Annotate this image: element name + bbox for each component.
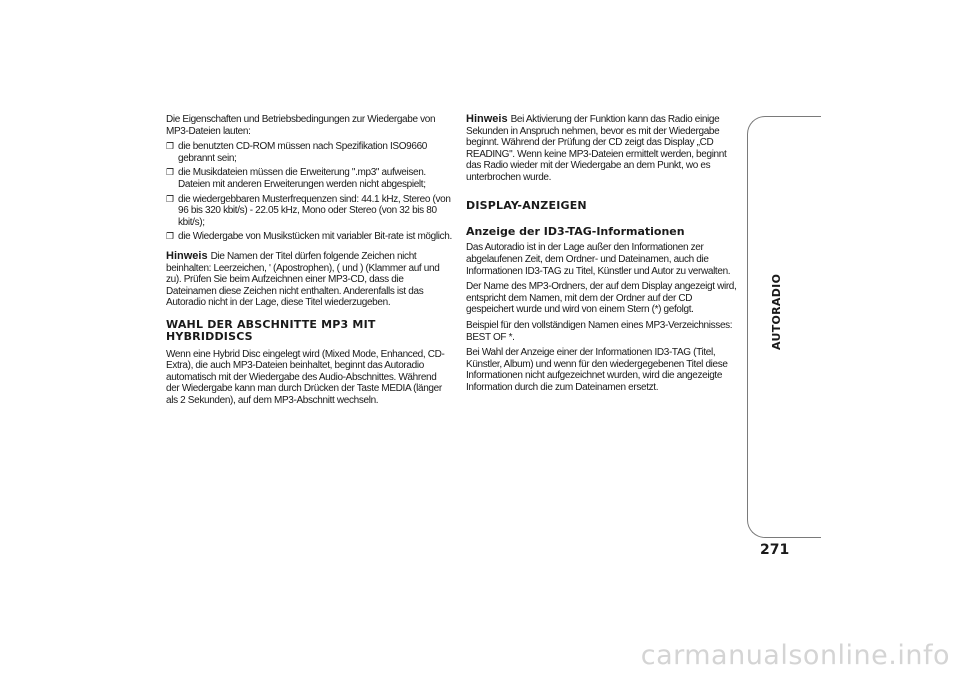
checkbox-bullet-icon: ❐ [166,141,174,152]
intro-paragraph: Die Eigenschaften und Betriebsbedingungen zur Wiedergabe von MP3-Dateien lauten: [166,114,436,137]
list-item: ❐ die benutzten CD-ROM müssen nach Spezifikation ISO9660 gebrannt sein; [166,141,428,164]
body-paragraph: Wenn eine Hybrid Disc eingelegt wird (Mixed Mode, Enhanced, CD-Extra), die auch MP3-Dateien beinhaltet, beginnt das Autoradio automatisch mit der Wiedergabe des Audio-Abschnittes. Während der Wiedergabe kann man durch Drücken der Taste MEDIA (länger als 2 Sekunden), auf dem MP3-Abschnitt wechseln. [166,348,445,406]
note-label: Hinweis [466,113,508,125]
left-column [166,114,452,410]
body-paragraph: Das Autoradio ist in der Lage außer den Informationen zer abgelaufenen Zeit, dem Ordner- und Dateinamen, auch die Informationen ID3-TAG zu Titel, Künstler und Autor zu verwalten. [466,242,731,277]
section-heading: WAHL DER ABSCHNITTE MP3 MIT HYBRIDDISCS [166,317,376,343]
list-item: ❐ die Musikdateien müssen die Erweiterung ".mp3" aufweisen. Dateien mit anderen Erweiterungen werden nicht abgespielt; [166,167,426,190]
note-paragraph [166,251,452,309]
checkbox-bullet-icon: ❐ [166,167,174,178]
page-number: 271 [760,542,790,558]
section-label: AUTORADIO [770,273,783,350]
checkbox-bullet-icon: ❐ [166,193,174,204]
note-label: Hinweis [166,249,208,262]
note-paragraph [466,114,740,184]
note-text: Bei Aktivierung der Funktion kann das Radio einige Sekunden in Anspruch nehmen, bevor es mit der Wiedergabe beginnt. Während der Prüfung der CD zeigt das Display „CD READING". Wenn keine MP3-Dateien ermittelt werden, beginnt das Radio wieder mit der Wiedergabe an dem Punkt, wo es unterbrochen wurde. [466,114,727,183]
body-paragraph: Beispiel für den vollständigen Namen eines MP3-Verzeichnisses: BEST OF *. [466,319,733,343]
checkbox-bullet-icon: ❐ [166,231,174,242]
body-paragraph: Bei Wahl der Anzeige einer der Informationen ID3-TAG (Titel, Künstler, Album) und wenn für den wiedergegebenen Titel diese Informationen nicht aufgezeichnet wurden, wird die angezeigte Information durch die zum Dateinamen ersetzt. [466,347,728,393]
section-heading: DISPLAY-ANZEIGEN [466,198,587,212]
watermark: carmanualsonline.info [640,640,950,671]
list-item: ❐ die wiedergebbaren Musterfrequenzen sind: 44.1 kHz, Stereo (von 96 bis 320 kbit/s) - 22.05 kHz, Mono oder Stereo (von 32 bis 80 kbit/s); [166,193,451,228]
subheading: Anzeige der ID3-TAG-Informationen [466,225,685,239]
note-text: Die Namen der Titel dürfen folgende Zeichen nicht beinhalten: Leerzeichen, ' (Apostrophen), ( und ) (Klammer auf und zu). Prüfen Sie beim Aufzeichnen einer MP3-CD, dass die Dateinamen diese Zeichen nicht enthalten. Anderenfalls ist das Autoradio nicht in der Lage, diese Titel wiederzugeben. [166,250,440,309]
body-paragraph: Der Name des MP3-Ordners, der auf dem Display angezeigt wird, entspricht dem Namen, mit dem der Ordner auf der CD gespeichert wurde und wird von einem Stern (*) gefolgt. [466,281,737,316]
list-item: ❐ die Wiedergabe von Musikstücken mit variabler Bit-rate ist möglich. [166,231,452,243]
right-column [466,114,740,397]
section-tab [747,116,821,538]
